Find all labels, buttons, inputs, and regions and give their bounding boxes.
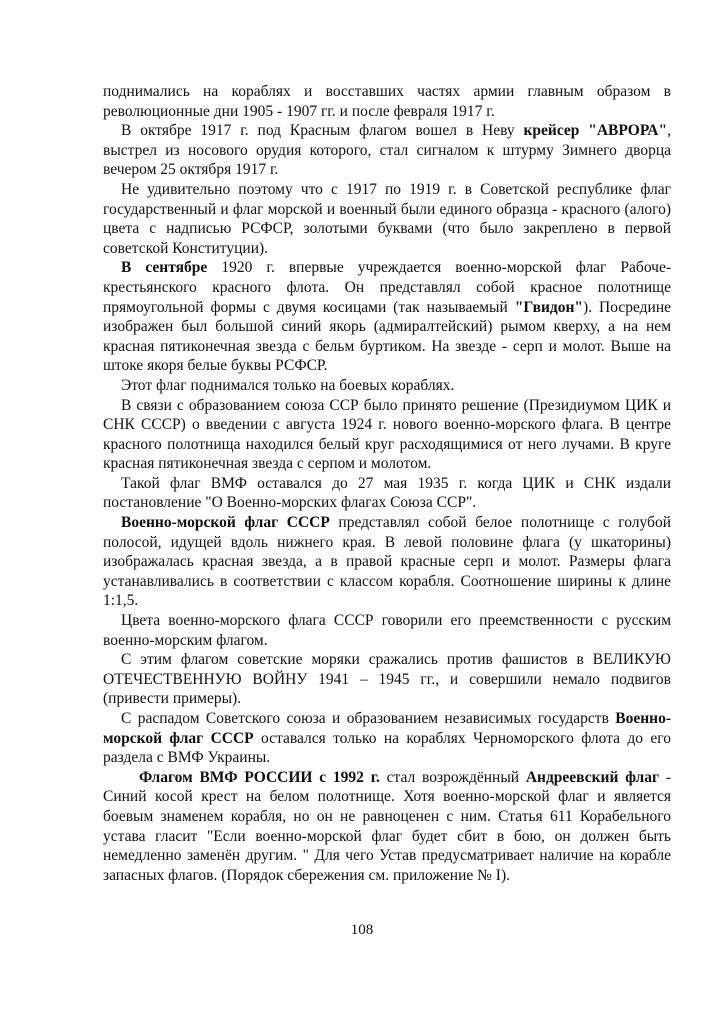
paragraph-run: оставался только на кораблях Черноморского флота до его раздела с ВМФ Украины. bbox=[103, 729, 671, 767]
page-number: 108 bbox=[350, 922, 374, 938]
paragraph-6 bbox=[103, 396, 671, 474]
paragraph-run: , выстрел из носового орудия которого, стал сигналом к штурму Зимнего дворца вечером 25 октября 1917 г. bbox=[103, 122, 671, 179]
paragraph-run: В связи с образованием союза ССР было принято решение (Президиумом ЦИК и СНК СССР) о введении с августа 1924 г. нового военно-морского флага. В центре красного полотнища находился белый круг расходящимися от него лучами. В круге красная пятиконечная звезда с серпом и молотом. bbox=[103, 396, 671, 473]
paragraph-run-bold: Военно-морской флаг СССР bbox=[121, 514, 330, 532]
paragraph-8 bbox=[103, 513, 671, 611]
paragraph-run: Цвета военно-морского флага СССР говорили его преемственности с русским военно-морским флагом. bbox=[103, 612, 671, 649]
paragraph-run: 1920 г. впервые учреждается военно-морской флаг Рабоче-крестьянского красного флота. Он представлял собой красное полотнище прямоугольной формы с двумя косицами (так называемый bbox=[103, 259, 671, 316]
paragraph-run: Такой флаг ВМФ оставался до 27 мая 1935 г. когда ЦИК и СНК издали постановление "О Военно-морских флагах Союза ССР". bbox=[103, 474, 671, 512]
paragraph-run-bold: В сентябре bbox=[121, 259, 208, 277]
paragraph-7 bbox=[103, 474, 671, 513]
paragraph-1 bbox=[103, 82, 671, 121]
paragraph-run: С этим флагом советские моряки сражались против фашистов в ВЕЛИКУЮ ОТЕЧЕСТВЕННУЮ ВОЙНУ 1941 – 1945 гг., и совершили немало подвигов (привести примеры). bbox=[103, 651, 671, 708]
paragraph-run: стал возрождённый bbox=[379, 768, 526, 786]
paragraph-run: ). Посредине изображен был большой синий якорь (адмиралтейский) рымом кверху, а на нем красная пятиконечная звезда с бельм буртиком. На звезде - серп и молот. Выше на штоке якоря белые буквы РСФСР. bbox=[103, 298, 672, 375]
paragraph-4 bbox=[103, 258, 671, 376]
paragraph-run: Этот флаг поднимался только на боевых кораблях. bbox=[121, 376, 455, 394]
paragraph-5 bbox=[103, 376, 671, 396]
document-body bbox=[103, 82, 671, 885]
paragraph-run: С распадом Советского союза и образованием независимых государств bbox=[121, 710, 616, 727]
paragraph-run-bold: Военно-морской флаг СССР bbox=[103, 710, 671, 747]
paragraph-run-bold: крейсер "АВРОРА" bbox=[523, 122, 668, 140]
paragraph-run: поднимались на кораблях и восставших частях армии главным образом в революционные дни 1905 - 1907 гг. и после февраля 1917 г. bbox=[103, 83, 671, 120]
paragraph-run-bold: Флагом ВМФ РОССИИ с 1992 г. bbox=[139, 768, 380, 786]
paragraph-run: Не удивительно поэтому что с 1917 по 1919 г. в Советской республике флаг государственный и флаг морской и военный были единого образца - красного (алого) цвета с надписью РСФСР, золотыми буквами (что было закреплено в первой советской Конституции). bbox=[103, 180, 671, 257]
paragraph-11 bbox=[103, 709, 671, 768]
paragraph-12 bbox=[103, 768, 671, 886]
paragraph-run-bold: Андреевский флаг bbox=[525, 768, 660, 786]
paragraph-run-bold: "Гвидон" bbox=[514, 298, 584, 316]
paragraph-3 bbox=[103, 180, 671, 258]
paragraph-run: - Синий косой крест на белом полотнище. Хотя военно-морской флаг и является боевым знаменем корабля, но он не равноценен с ним. Статья 611 Корабельного устава гласит "Если военно-морской флаг будет сбит в бою, он должен быть немедленно заменён другим. " Для чего Устав предусматривает наличие на корабле запасных флагов. (Порядок сбережения см. приложение № I). bbox=[103, 768, 671, 884]
paragraph-run: В октябре 1917 г. под Красным флагом вошел в Неву bbox=[121, 122, 524, 140]
paragraph-2 bbox=[103, 121, 671, 180]
paragraph-run: представлял собой белое полотнище с голубой полосой, идущей вдоль нижнего края. В левой половине флага (у шкаторины) изображалась красная звезда, а в правой красные серп и молот. Размеры флага устанавливались в соответствии с классом корабля. Соотношение ширины к длине 1:1,5. bbox=[103, 514, 671, 610]
paragraph-10 bbox=[103, 650, 671, 709]
paragraph-9 bbox=[103, 611, 671, 650]
